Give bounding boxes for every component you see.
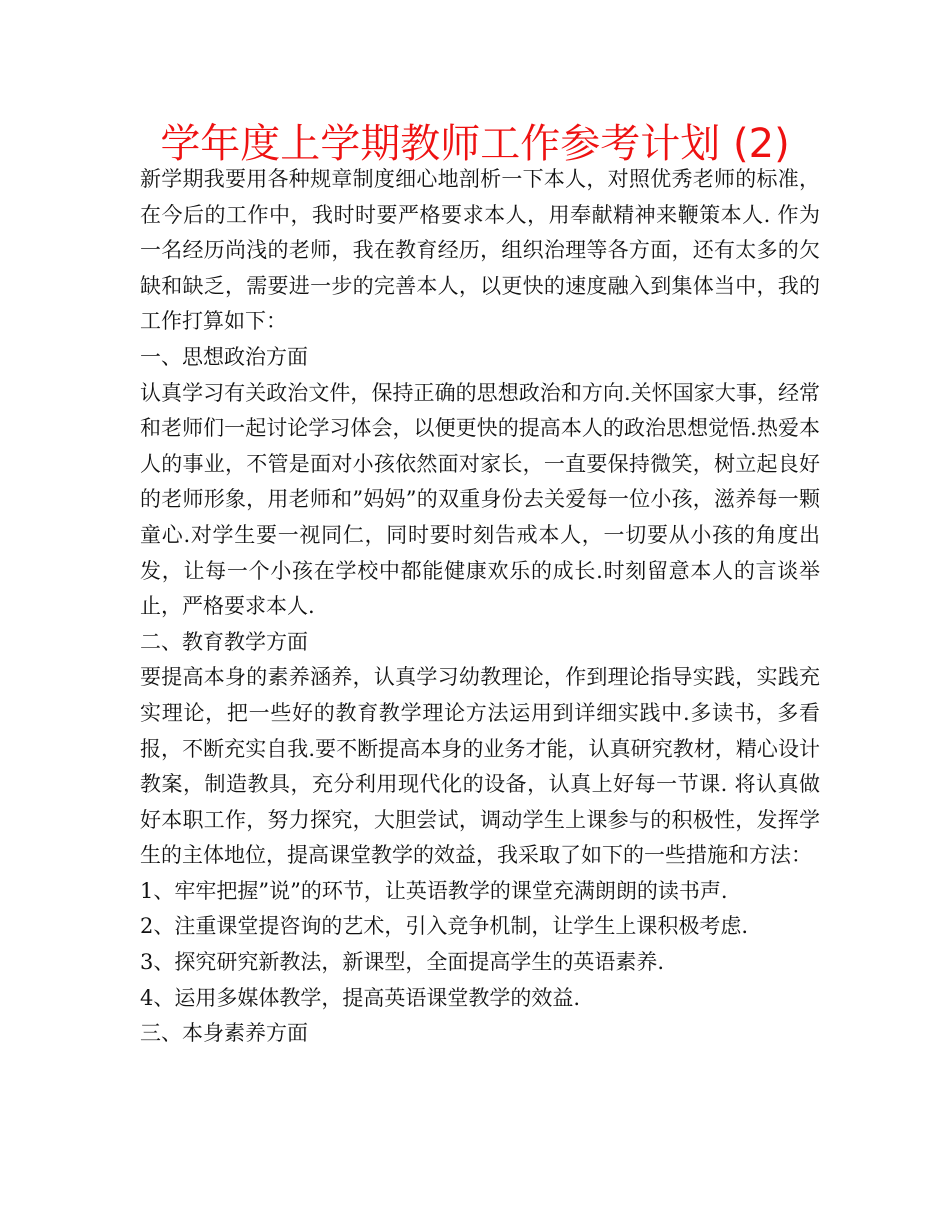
section-heading-political: 一、思想政治方面 [140,344,308,369]
list-item: 2、注重课堂提咨询的艺术，引入竞争机制，让学生上课积极考虑. [140,914,749,939]
political-paragraph: 认真学习有关政治文件，保持正确的思想政治和方向.关怀国家大事，经常和老师们一起讨论学习体会，以便更快的提高本人的政治思想觉悟.热爱本人的事业，不管是面对小孩依然面对家长，一直要保持微笑，树立起良好的老师形象，用老师和”妈妈”的双重身份去关爱每一位小孩，滋养每一颗童心.对学生要一视同仁，同时要时刻告戒本人，一切要从小孩的角度出发，让每一个小孩在学校中都能健康欢乐的成长.时刻留意本人的言谈举止，严格要求本人. [140,380,820,619]
document-title: 学年度上学期教师工作参考计划 (2) [160,121,790,167]
section-heading-teaching: 二、教育教学方面 [140,629,308,654]
list-item: 4、运用多媒体教学，提高英语课堂教学的效益. [140,985,581,1010]
intro-paragraph: 新学期我要用各种规章制度细心地剖析一下本人，对照优秀老师的标准，在今后的工作中，我时时要严格要求本人，用奉献精神来鞭策本人. 作为一名经历尚浅的老师，我在教育经历，组织治理等各方面，还有太多的欠缺和缺乏，需要进一步的完善本人，以更快的速度融入到集体当中，我的工作打算如下： [140,167,820,334]
teaching-paragraph: 要提高本身的素养涵养，认真学习幼教理论，作到理论指导实践，实践充实理论，把一些好的教育教学理论方法运用到详细实践中.多读书，多看报，不断充实自我.要不断提高本身的业务才能，认真研究教材，精心设计教案，制造教具，充分利用现代化的设备，认真上好每一节课. 将认真做好本职工作，努力探究，大胆尝试，调动学生上课参与的积极性，发挥学生的主体地位，提高课堂教学的效益，我采取了如下的一些措施和方法： [140,665,820,868]
document-body [140,162,820,1052]
section-heading-quality: 三、本身素养方面 [140,1021,308,1046]
list-item: 1、牢牢把握”说”的环节，让英语教学的课堂充满朗朗的读书声. [140,878,728,903]
list-item: 3、探究研究新教法，新课型，全面提高学生的英语素养. [140,950,665,975]
